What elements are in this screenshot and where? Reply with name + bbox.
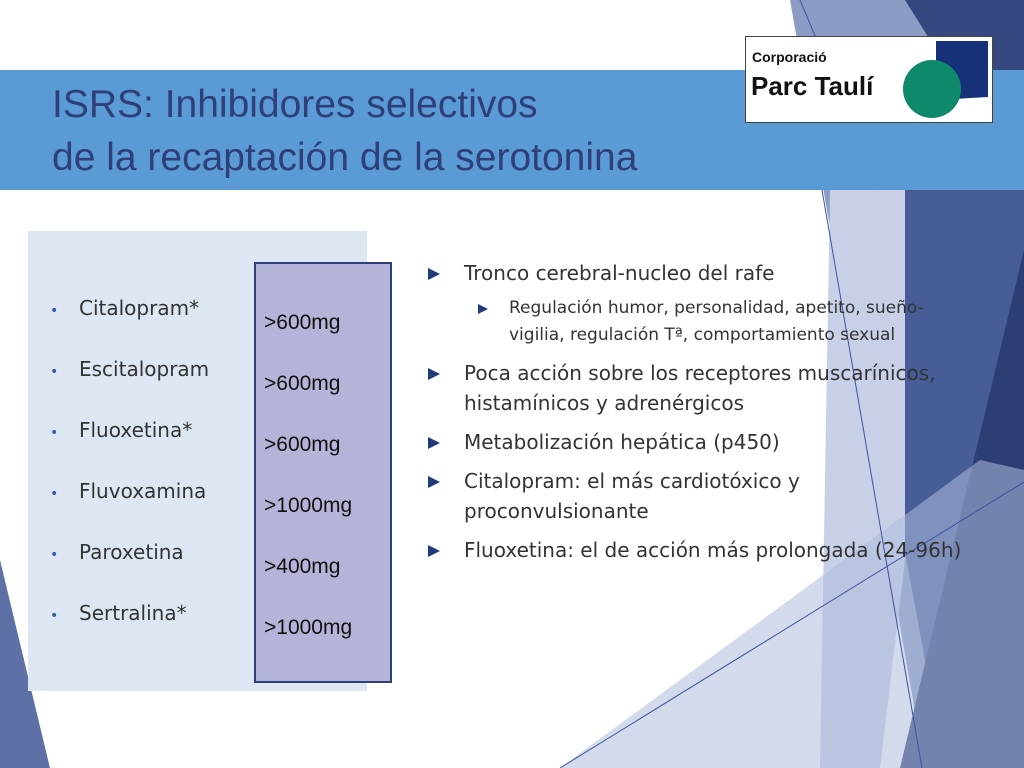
key-point [424, 427, 964, 457]
key-point-text: Metabolización hepática (p450) [464, 430, 780, 454]
dose-value: >600mg [264, 433, 341, 456]
dose-value: >1000mg [264, 616, 353, 639]
sub-point-text: Regulación humor, personalidad, apetito, sueño-vigilia, regulación Tª, comportamiento sexual [509, 298, 924, 345]
parc-tauli-logo [745, 36, 993, 123]
logo-line-1: Corporació [752, 49, 827, 65]
key-point-text: Tronco cerebral-nucleo del rafe [464, 261, 775, 285]
title-line-1: ISRS: Inhibidores selectivos [52, 83, 538, 126]
key-point [424, 535, 964, 565]
key-point [424, 466, 964, 526]
logo-mark-icon [896, 39, 992, 121]
dose-list [264, 311, 352, 677]
bullet-dot-icon: • [50, 425, 59, 441]
arrow-bullet-icon [478, 304, 488, 314]
key-point [424, 258, 964, 349]
bullet-dot-icon: • [50, 364, 59, 380]
arrow-bullet-icon [428, 545, 440, 557]
drug-name: Citalopram* [79, 296, 200, 320]
drug-name: Paroxetina [79, 540, 184, 564]
dose-value: >600mg [264, 372, 341, 395]
drug-name: Escitalopram [79, 357, 210, 381]
bullet-dot-icon: • [50, 486, 59, 502]
key-points [424, 258, 964, 574]
drug-name: Sertralina* [79, 601, 187, 625]
bullet-dot-icon: • [50, 547, 59, 563]
arrow-bullet-icon [428, 476, 440, 488]
logo-line-2: Parc Taulí [751, 71, 874, 101]
dose-value: >400mg [264, 555, 341, 578]
key-point-text: Citalopram: el más cardiotóxico y proconvulsionante [464, 469, 800, 523]
dose-value: >1000mg [264, 494, 353, 517]
arrow-bullet-icon [428, 268, 440, 280]
drug-name: Fluoxetina* [79, 418, 193, 442]
drug-name: Fluvoxamina [79, 479, 207, 503]
arrow-bullet-icon [428, 368, 440, 380]
key-point-text: Poca acción sobre los receptores muscarínicos, histamínicos y adrenérgicos [464, 361, 936, 415]
sub-point [464, 295, 964, 349]
arrow-bullet-icon [428, 437, 440, 449]
sub-points [464, 295, 964, 349]
page-title [52, 78, 752, 184]
bullet-dot-icon: • [50, 608, 59, 624]
key-point-text: Fluoxetina: el de acción más prolongada (24-96h) [464, 538, 962, 562]
logo-green-circle [903, 60, 961, 118]
key-point [424, 358, 964, 418]
bullet-dot-icon: • [50, 303, 59, 319]
dose-value: >600mg [264, 311, 341, 334]
title-line-2: de la recaptación de la serotonina [52, 136, 638, 179]
